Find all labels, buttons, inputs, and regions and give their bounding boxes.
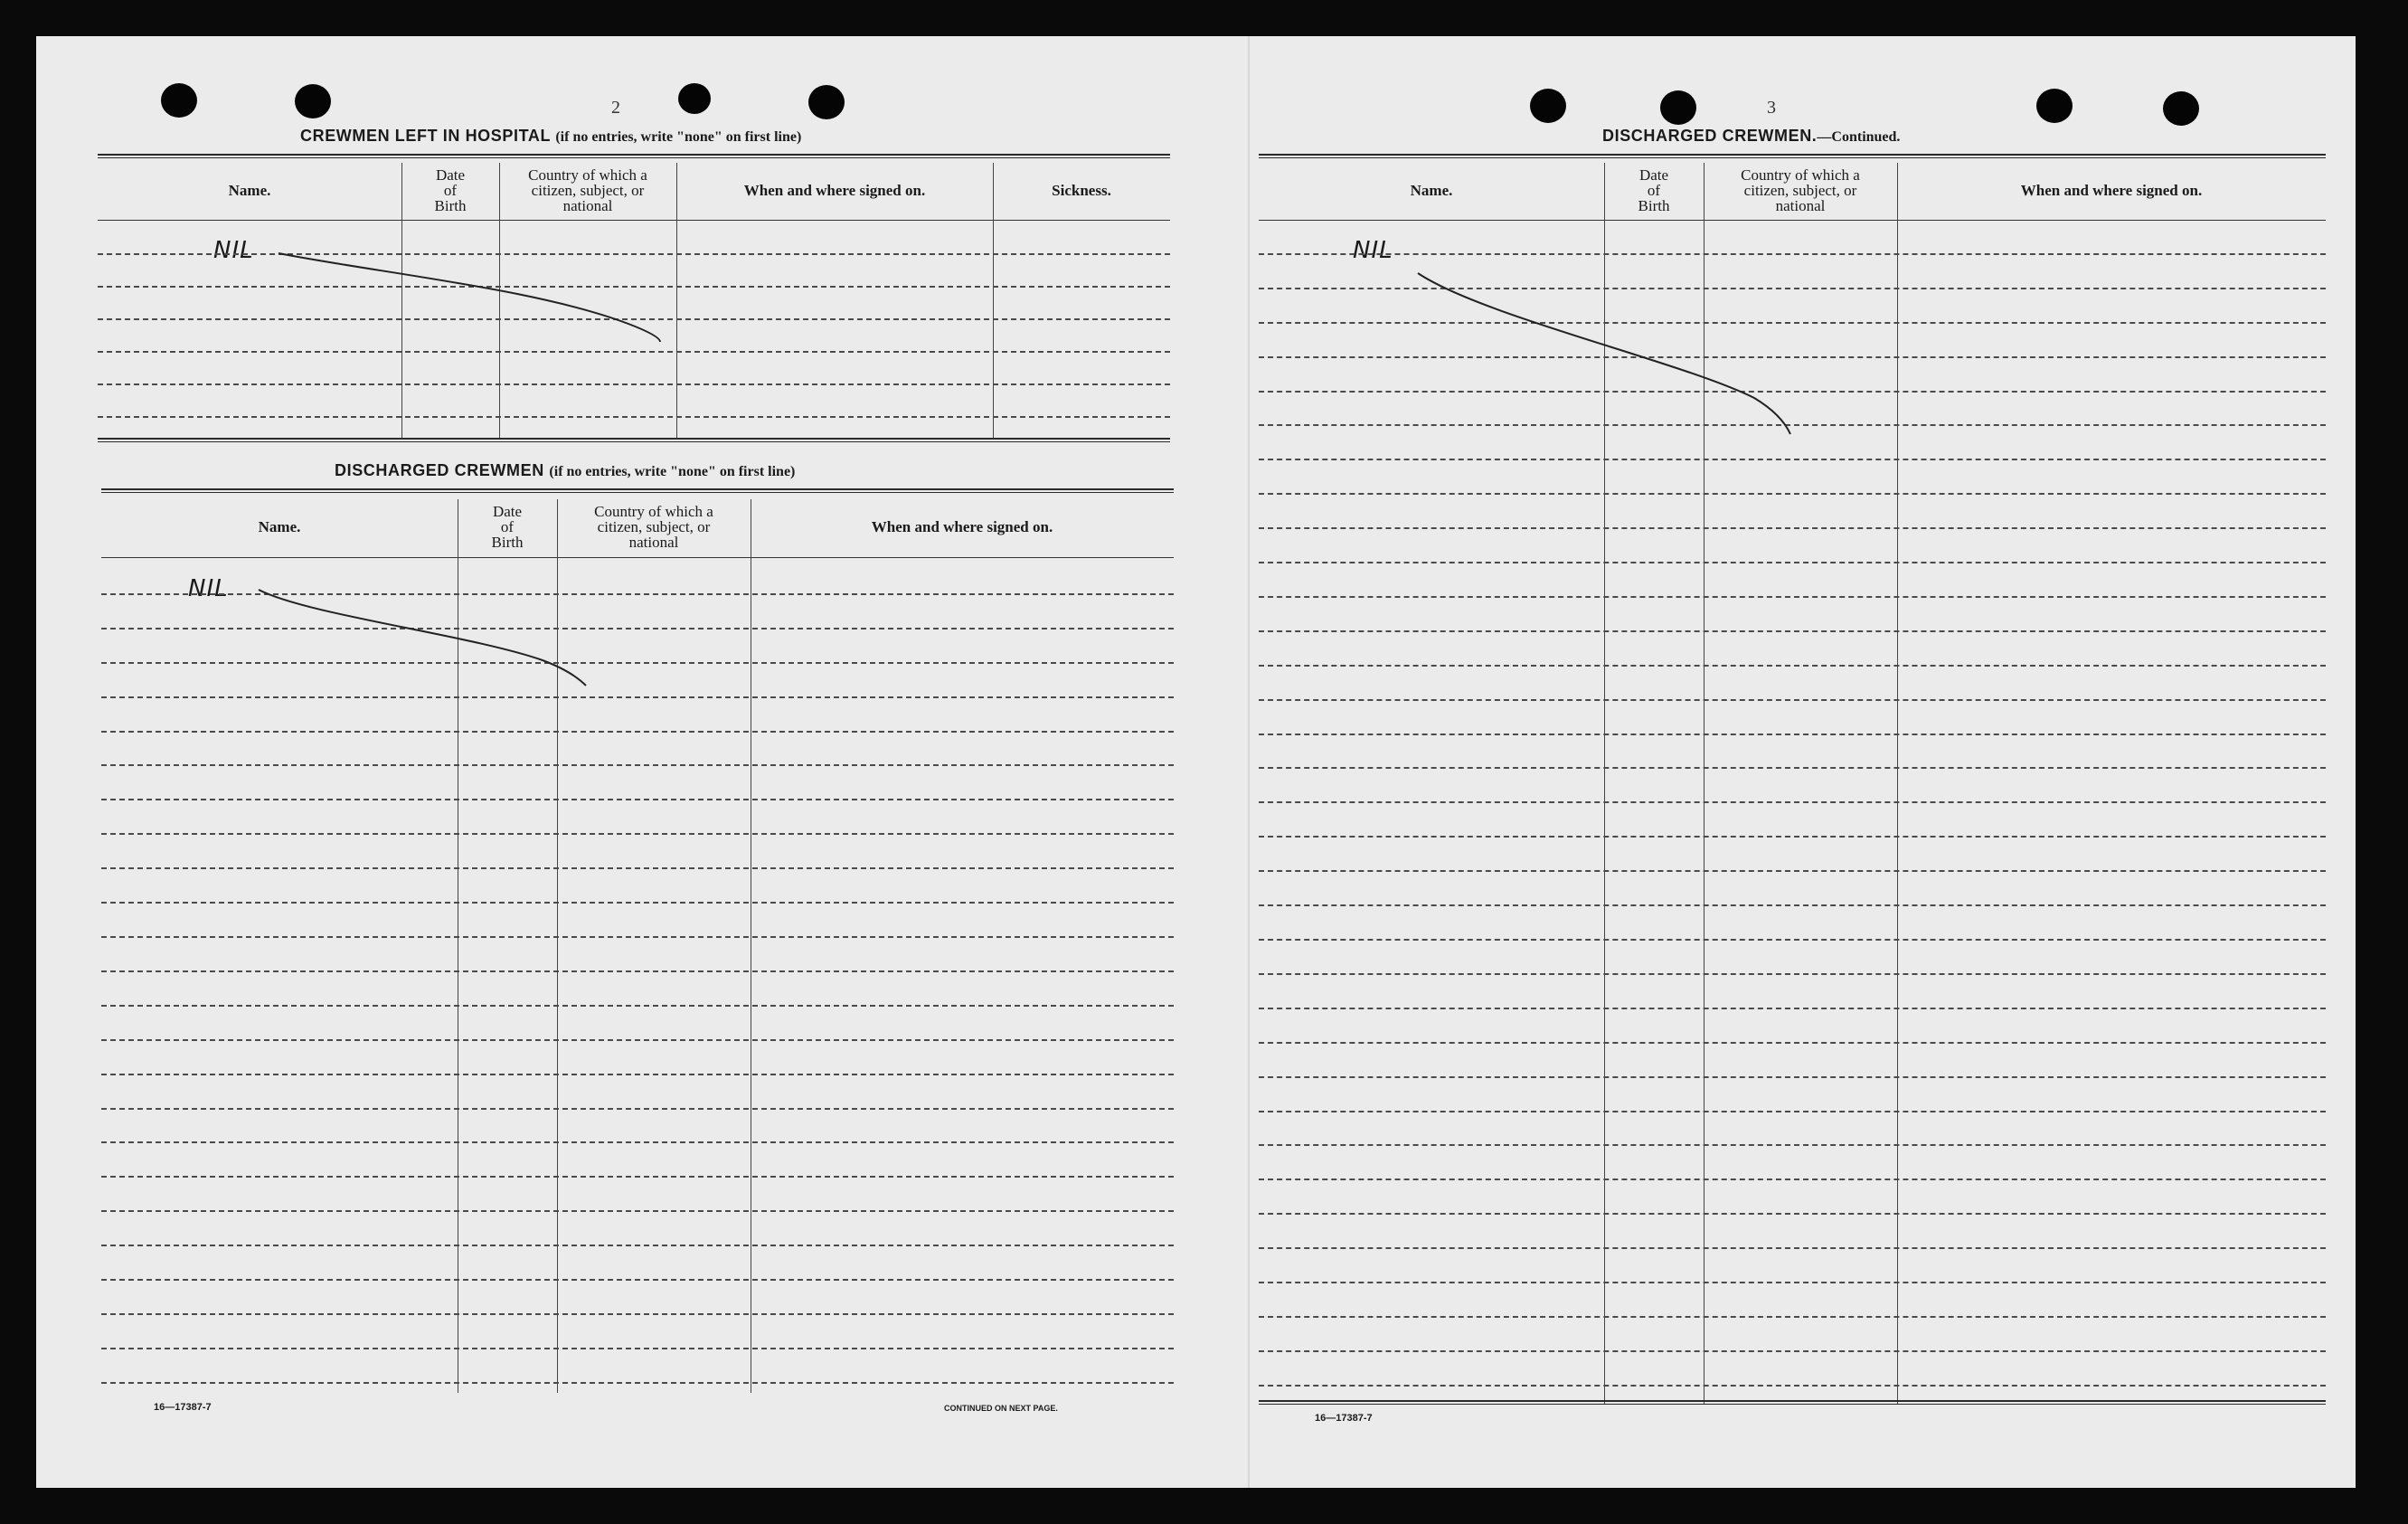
right-strike-stroke — [1418, 273, 1790, 434]
hospital-handwritten-entry: NIL — [213, 237, 254, 264]
right-title-suffix: —Continued. — [1817, 129, 1901, 145]
continued-note: CONTINUED ON NEXT PAGE. — [944, 1404, 1058, 1413]
discharged-title-text: DISCHARGED CREWMEN — [335, 461, 544, 479]
right-col-country: Country of which a citizen, subject, or national — [1741, 166, 1860, 214]
form-number-right: 16—17387-7 — [1315, 1413, 1373, 1424]
discharged-col-dob: Date of Birth — [491, 502, 524, 551]
document-sheet — [36, 36, 2356, 1488]
hospital-col-country: Country of which a citizen, subject, or national — [528, 166, 647, 214]
hospital-col-name: Name. — [228, 181, 271, 199]
right-col-signed-on: When and where signed on. — [2020, 181, 2203, 199]
hospital-col-sickness: Sickness. — [1052, 181, 1111, 199]
right-col-dob: Date of Birth — [1638, 166, 1670, 214]
hospital-strike-stroke — [279, 253, 660, 342]
discharged-col-signed-on: When and where signed on. — [871, 517, 1053, 535]
page-number-left: 2 — [611, 98, 620, 118]
discharged-col-country: Country of which a citizen, subject, or national — [594, 502, 713, 551]
form-number-left: 16—17387-7 — [154, 1402, 212, 1413]
handwritten-strokes — [36, 36, 2356, 1488]
hospital-col-dob: Date of Birth — [434, 166, 467, 214]
hospital-title-note: (if no entries, write "none" on first line) — [555, 129, 802, 145]
right-handwritten-entry: NIL — [1353, 237, 1393, 264]
discharged-strike-stroke — [259, 590, 586, 686]
hospital-title-text: CREWMEN LEFT IN HOSPITAL — [300, 127, 551, 145]
hospital-col-signed-on: When and where signed on. — [743, 181, 926, 199]
discharged-col-name: Name. — [258, 517, 301, 535]
page-number-right: 3 — [1767, 98, 1776, 118]
right-col-name: Name. — [1410, 181, 1453, 199]
discharged-title-note: (if no entries, write "none" on first line) — [549, 464, 796, 479]
right-title-text: DISCHARGED CREWMEN. — [1602, 127, 1818, 145]
discharged-handwritten-entry: NIL — [188, 575, 229, 602]
